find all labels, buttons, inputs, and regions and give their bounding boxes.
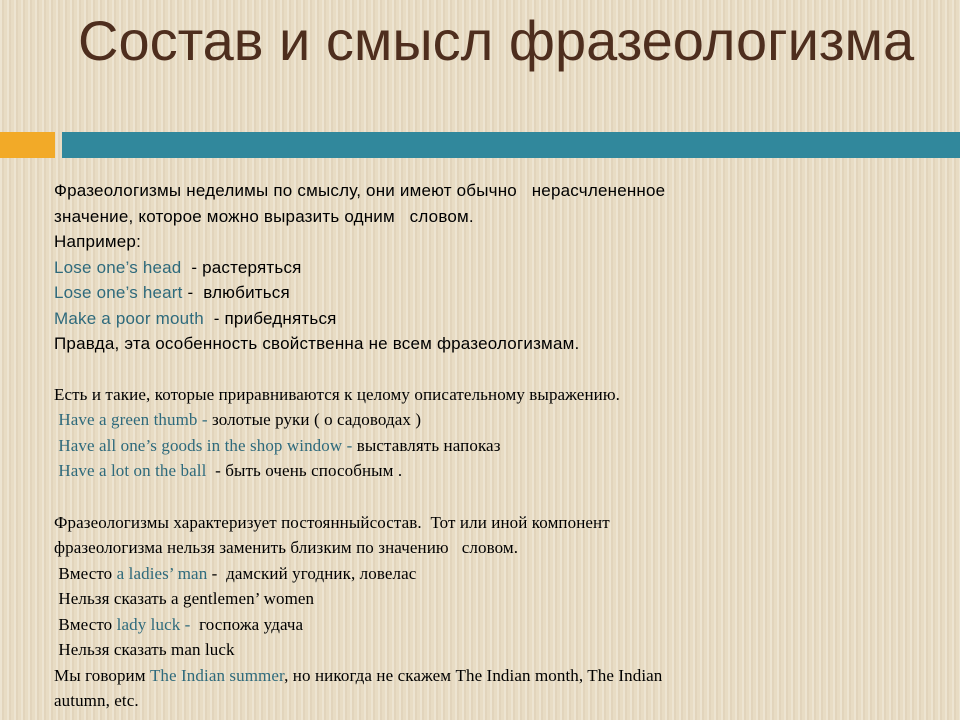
cannot-say-line: Нельзя сказать man luck <box>54 640 235 659</box>
idiom-meaning: - быть очень способным . <box>210 461 403 480</box>
closing-suffix: , но никогда не скажем The Indian month, The Indian <box>284 665 663 685</box>
constant-intro-line-2: фразеологизма нельзя заменить близким по значению словом. <box>54 538 519 557</box>
idiom-phrase: Lose one’s head <box>54 257 182 277</box>
idiom-meaning: - влюбиться <box>182 283 290 302</box>
slide-content <box>54 178 944 714</box>
closing-line <box>54 663 944 689</box>
idiom-meaning: госпожа удача <box>194 614 304 634</box>
idiom-phrase: Have a green thumb - <box>54 410 212 429</box>
closing-prefix: Мы говорим <box>54 665 150 685</box>
instead-prefix: Вместо <box>54 614 117 634</box>
idiom-phrase: Make a poor mouth <box>54 308 204 328</box>
instead-line <box>54 612 944 638</box>
cannot-say-line: Нельзя сказать a gentlemen’ women <box>54 589 315 608</box>
idiom-phrase: The Indian summer <box>149 665 285 685</box>
idiom-meaning: золотые руки ( о садоводах ) <box>211 410 422 429</box>
idiom-phrase: Have a lot on the ball <box>54 461 211 480</box>
idiom-phrase: Have all one’s goods in the shop window - <box>54 435 357 455</box>
example-item <box>54 433 944 459</box>
constant-intro-line-1: Фразеологизмы характеризует постоянныйсостав. Тот или иной компонент <box>54 512 610 532</box>
example-item <box>54 306 944 332</box>
example-item <box>54 407 944 433</box>
example-label: Например: <box>54 232 142 251</box>
instead-line <box>54 561 944 587</box>
idiom-phrase: lady luck - <box>116 614 195 634</box>
accent-bar-teal <box>62 132 960 158</box>
intro-line-2: значение, которое можно выразить одним словом. <box>54 206 474 226</box>
note-line: Правда, эта особенность свойственна не всем фразеологизмам. <box>54 334 580 353</box>
descriptive-intro: Есть и такие, которые приравниваются к целому описательному выражению. <box>54 384 620 404</box>
idiom-meaning: - дамский угодник, ловелас <box>207 563 417 583</box>
slide-title: Состав и смысл фразеологизма <box>78 9 915 72</box>
intro-line-1: Фразеологизмы неделимы по смыслу, они имеют обычно нерасчлененное <box>54 181 666 200</box>
idiom-meaning: - прибедняться <box>203 308 337 328</box>
idiom-meaning: - растеряться <box>181 257 302 277</box>
idiom-phrase: a ladies’ man <box>116 563 208 583</box>
closing-line-2: autumn, etc. <box>54 691 139 710</box>
idiom-meaning: выставлять напоказ <box>356 435 501 455</box>
instead-prefix: Вместо <box>54 563 117 583</box>
idiom-phrase: Lose one’s heart <box>54 283 183 302</box>
example-item <box>54 280 944 306</box>
example-item <box>54 255 944 281</box>
accent-bar-orange <box>0 132 55 158</box>
example-item <box>54 458 944 484</box>
